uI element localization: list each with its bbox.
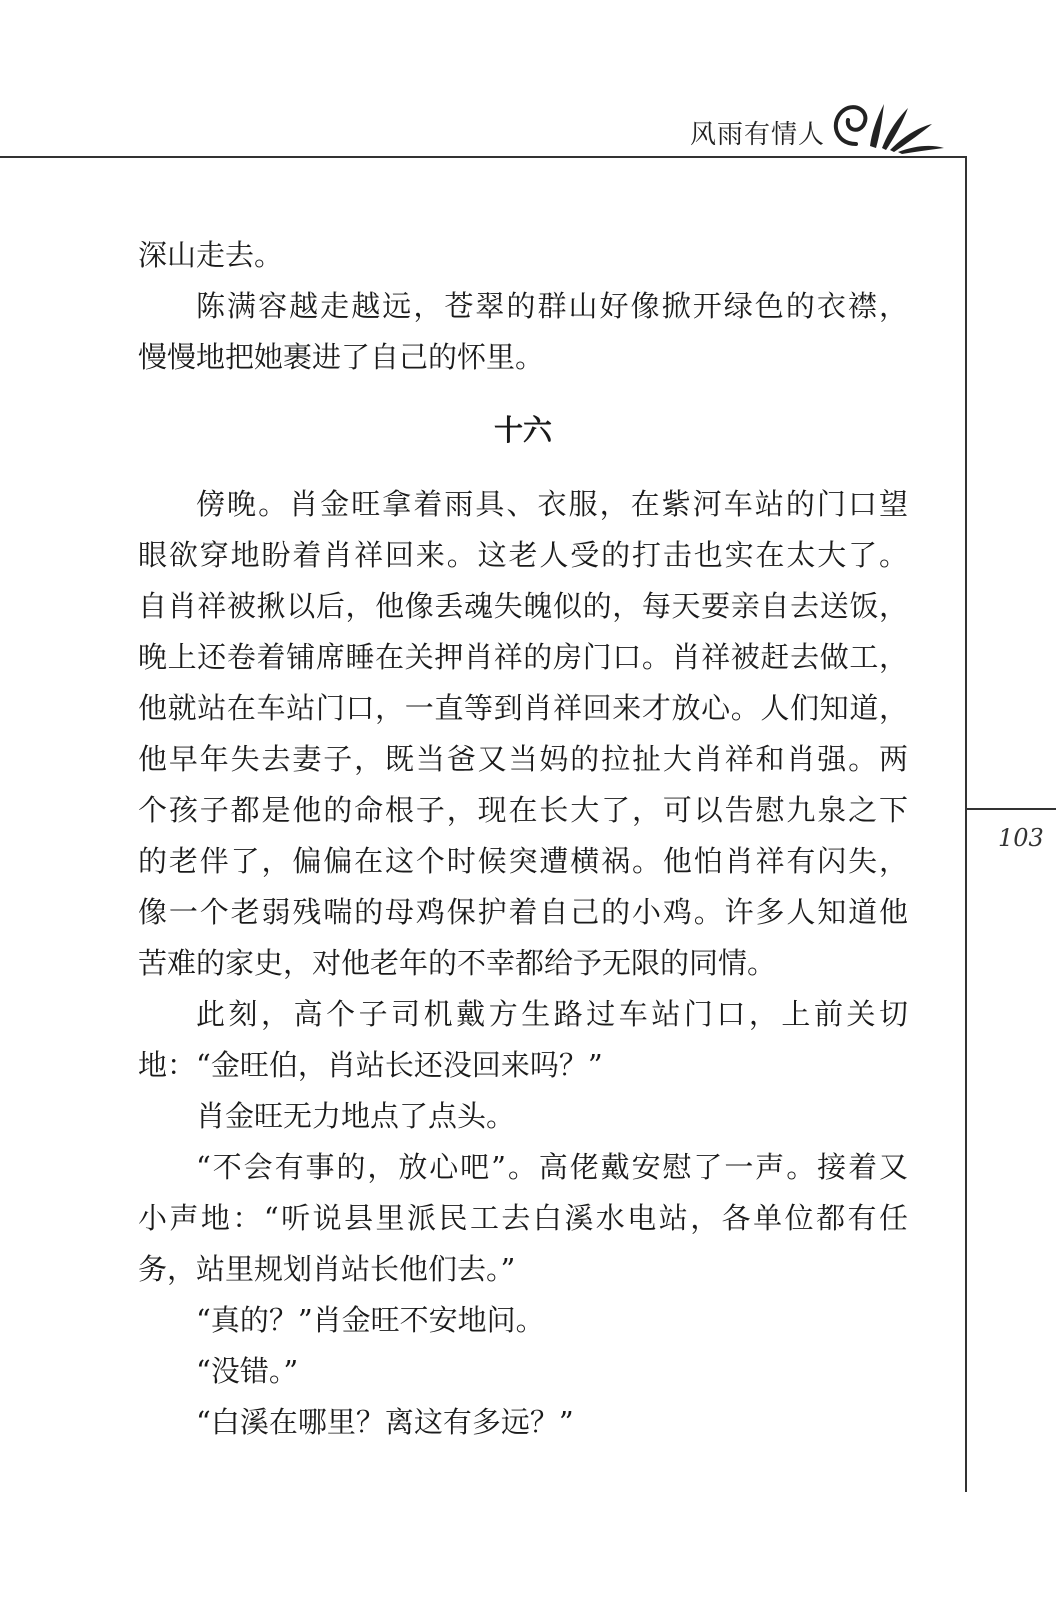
text-line: 傍晚。肖金旺拿着雨具、衣服，在紫河车站的门口望	[196, 487, 908, 521]
text-line: 他早年失去妻子，既当爸又当妈的拉扯大肖祥和肖强。两	[138, 742, 908, 776]
body-text	[138, 230, 908, 1448]
text-line: 慢慢地把她裹进了自己的怀里。	[138, 340, 545, 374]
text-line: 苦难的家史，对他老年的不幸都给予无限的同情。	[138, 946, 777, 980]
text-line: 他就站在车站门口，一直等到肖祥回来才放心。人们知道，	[138, 691, 908, 725]
text-line: 自肖祥被揪以后，他像丢魂失魄似的，每天要亲自去送饭，	[138, 589, 908, 623]
text-line: “真的？”肖金旺不安地问。	[196, 1303, 545, 1337]
text-line: 个孩子都是他的命根子，现在长大了，可以告慰九泉之下	[138, 793, 908, 827]
text-line: 陈满容越走越远，苍翠的群山好像掀开绿色的衣襟，	[196, 289, 908, 323]
text-line: 深山走去。	[138, 238, 284, 272]
text-line: 肖金旺无力地点了点头。	[196, 1099, 516, 1133]
page-number-rule	[965, 808, 1056, 810]
text-line: “没错。”	[196, 1354, 299, 1388]
header-rule	[0, 156, 966, 158]
text-line: 地：“金旺伯，肖站长还没回来吗？”	[138, 1048, 603, 1082]
section-heading: 十六	[493, 413, 552, 447]
text-line: 晚上还卷着铺席睡在关押肖祥的房门口。肖祥被赶去做工，	[138, 640, 908, 674]
text-line: 小声地：“听说县里派民工去白溪水电站，各单位都有任	[138, 1201, 908, 1235]
text-line: “白溪在哪里？离这有多远？”	[196, 1405, 574, 1439]
running-title: 风雨有情人	[690, 120, 826, 150]
text-line: 此刻，高个子司机戴方生路过车站门口，上前关切	[196, 997, 908, 1031]
flourish-ornament-icon	[826, 92, 946, 156]
text-line: 眼欲穿地盼着肖祥回来。这老人受的打击也实在太大了。	[138, 538, 908, 572]
text-line: 务，站里规划肖站长他们去。”	[138, 1252, 516, 1286]
text-line: 像一个老弱残喘的母鸡保护着自己的小鸡。许多人知道他	[138, 895, 908, 929]
page-number: 103	[998, 824, 1044, 852]
text-line: 的老伴了，偏偏在这个时候突遭横祸。他怕肖祥有闪失，	[138, 844, 908, 878]
text-line: “不会有事的，放心吧”。高佬戴安慰了一声。接着又	[196, 1150, 908, 1184]
right-margin-rule	[965, 156, 967, 1492]
